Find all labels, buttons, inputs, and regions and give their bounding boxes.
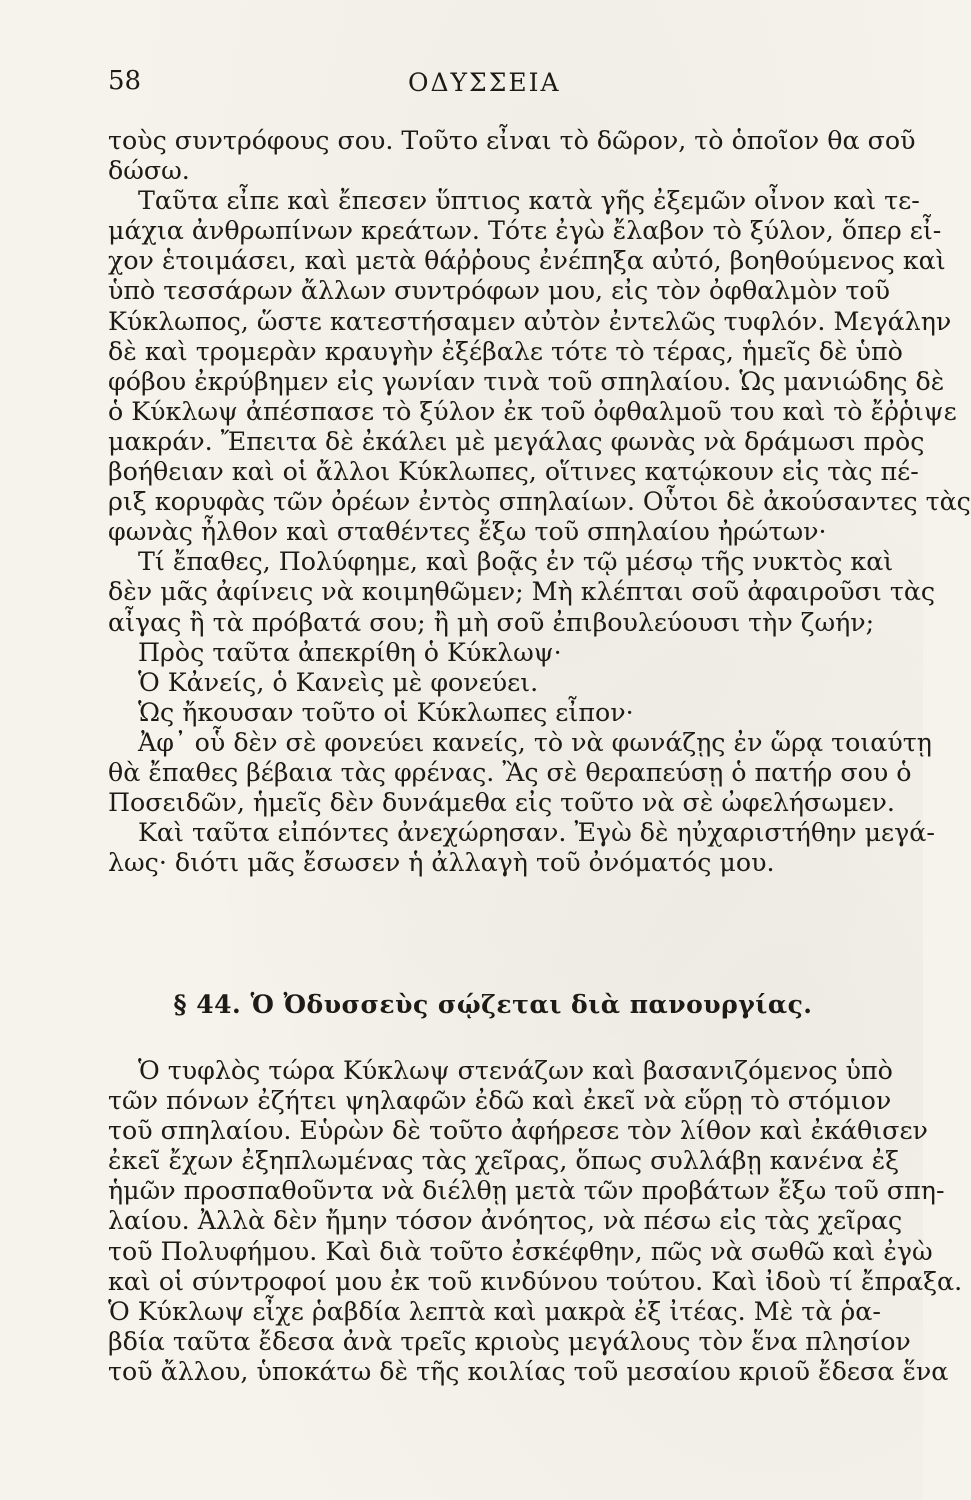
text-line: Ὁ τυφλὸς τώρα Κύκλωψ στενάζων καὶ βασανιζόμενος ὑπὸ bbox=[138, 1056, 893, 1085]
text-line: μάχια ἀνθρωπίνων κρεάτων. Τότε ἐγὼ ἔλαβον τὸ ξύλον, ὅπερ εἶ- bbox=[108, 216, 942, 246]
text-line: Ὡς ἤκουσαν τοῦτο οἱ Κύκλωπες εἶπον· bbox=[138, 697, 634, 727]
text-line: φωνὰς ἦλθον καὶ σταθέντες ἔξω τοῦ σπηλαίου ἠρώτων· bbox=[108, 517, 827, 547]
text-line: αἶγας ἢ τὰ πρόβατά σου; ἢ μὴ σοῦ ἐπιβουλεύουσι τὴν ζωήν; bbox=[108, 607, 875, 637]
text-line: Ὁ Κύκλωψ εἶχε ῥαβδία λεπτὰ καὶ μακρὰ ἐξ ἰτέας. Μὲ τὰ ῥα- bbox=[108, 1296, 881, 1326]
text-line: Ταῦτα εἶπε καὶ ἔπεσεν ὕπτιος κατὰ γῆς ἐξεμῶν οἶνον καὶ τε- bbox=[138, 186, 920, 216]
text-line: βοήθειαν καὶ οἱ ἄλλοι Κύκλωπες, οἵτινες κατῴκουν εἰς τὰς πέ- bbox=[108, 457, 919, 487]
text-line: Κύκλωπος, ὥστε κατεστήσαμεν αὐτὸν ἐντελῶς τυφλόν. Μεγάλην bbox=[108, 306, 952, 336]
section-heading: § 44. Ὁ Ὀδυσσεὺς σῴζεται διὰ πανουργίας. bbox=[173, 990, 813, 1019]
body-text-lower bbox=[108, 1056, 963, 1387]
running-title: ΟΔΥΣΣΕΙΑ bbox=[408, 68, 561, 97]
text-line: θὰ ἔπαθες βέβαια τὰς φρένας. Ἂς σὲ θεραπεύσῃ ὁ πατήρ σου ὁ bbox=[108, 757, 912, 787]
text-line: ὑπὸ τεσσάρων ἄλλων συντρόφων μου, εἰς τὸν ὀφθαλμὸν τοῦ bbox=[108, 276, 890, 306]
text-line: τῶν πόνων ἐζήτει ψηλαφῶν ἐδῶ καὶ ἐκεῖ νὰ εὕρῃ τὸ στόμιον bbox=[108, 1086, 892, 1116]
text-line: δὲν μᾶς ἀφίνεις νὰ κοιμηθῶμεν; Μὴ κλέπται σοῦ ἀφαιροῦσι τὰς bbox=[108, 577, 936, 607]
page-header bbox=[108, 66, 878, 106]
text-line: χον ἑτοιμάσει, καὶ μετὰ θάῤῥους ἐνέπηξα αὐτό, βοηθούμενος καὶ bbox=[108, 246, 946, 276]
text-line: δώσω. bbox=[108, 156, 190, 186]
text-line: Πρὸς ταῦτα ἀπεκρίθη ὁ Κύκλωψ· bbox=[138, 637, 562, 667]
text-line: Ὁ Κἀνείς, ὁ Κανεὶς μὲ φονεύει. bbox=[138, 667, 539, 697]
text-line: τοὺς συντρόφους σου. Τοῦτο εἶναι τὸ δῶρον, τὸ ὁποῖον θα σοῦ bbox=[108, 126, 916, 155]
text-line: λαίου. Ἀλλὰ δὲν ἤμην τόσον ἀνόητος, νὰ πέσω εἰς τὰς χεῖρας bbox=[108, 1206, 903, 1236]
text-line: τοῦ Πολυφήμου. Καὶ διὰ τοῦτο ἐσκέφθην, πῶς νὰ σωθῶ καὶ ἐγὼ bbox=[108, 1236, 933, 1266]
text-line: ἡμῶν προσπαθοῦντα νὰ διέλθῃ μετὰ τῶν προβάτων ἔξω τοῦ σπη- bbox=[108, 1176, 945, 1206]
text-line: φόβου ἐκρύβημεν εἰς γωνίαν τινὰ τοῦ σπηλαίου. Ὡς μανιώδης δὲ bbox=[108, 366, 945, 396]
text-line: ριξ κορυφὰς τῶν ὀρέων ἐντὸς σπηλαίων. Οὗτοι δὲ ἀκούσαντες τὰς bbox=[108, 487, 971, 517]
text-line: Καὶ ταῦτα εἰπόντες ἀνεχώρησαν. Ἐγὼ δὲ ηὐχαριστήθην μεγά- bbox=[138, 818, 935, 848]
text-line: Τί ἔπαθες, Πολύφημε, καὶ βοᾷς ἐν τῷ μέσῳ τῆς νυκτὸς καὶ bbox=[138, 547, 894, 577]
text-line: ἐκεῖ ἔχων ἐξηπλωμένας τὰς χεῖρας, ὅπως συλλάβῃ κανένα ἐξ bbox=[108, 1146, 900, 1176]
text-line: Ποσειδῶν, ἡμεῖς δὲν δυνάμεθα εἰς τοῦτο νὰ σὲ ὠφελήσωμεν. bbox=[108, 788, 895, 818]
page-number: 58 bbox=[108, 66, 142, 96]
text-line: τοῦ ἄλλου, ὑποκάτω δὲ τῆς κοιλίας τοῦ μεσαίου κριοῦ ἔδεσα ἕνα bbox=[108, 1356, 949, 1386]
text-line: καὶ οἱ σύντροφοί μου ἐκ τοῦ κινδύνου τούτου. Καὶ ἰδοὺ τί ἔπραξα. bbox=[108, 1266, 963, 1296]
body-text-upper bbox=[108, 126, 971, 878]
text-line: βδία ταῦτα ἔδεσα ἀνὰ τρεῖς κριοὺς μεγάλους τὸν ἕνα πλησίον bbox=[108, 1326, 911, 1356]
text-line: λως· διότι μᾶς ἔσωσεν ἡ ἀλλαγὴ τοῦ ὀνόματός μου. bbox=[108, 848, 775, 878]
text-line: τοῦ σπηλαίου. Εὑρὼν δὲ τοῦτο ἀφήρεσε τὸν λίθον καὶ ἐκάθισεν bbox=[108, 1116, 928, 1146]
text-line: μακράν. Ἔπειτα δὲ ἐκάλει μὲ μεγάλας φωνὰς νὰ δράμωσι πρὸς bbox=[108, 426, 925, 456]
text-line: Ἀφ᾽ οὗ δὲν σὲ φονεύει κανείς, τὸ νὰ φωνάζῃς ἐν ὥρᾳ τοιαύτῃ bbox=[138, 727, 932, 757]
text-line: δὲ καὶ τρομερὰν κραυγὴν ἐξέβαλε τότε τὸ τέρας, ἡμεῖς δὲ ὑπὸ bbox=[108, 336, 903, 366]
text-line: ὁ Κύκλωψ ἀπέσπασε τὸ ξύλον ἐκ τοῦ ὀφθαλμοῦ του καὶ τὸ ἔῤῥιψε bbox=[108, 396, 957, 426]
